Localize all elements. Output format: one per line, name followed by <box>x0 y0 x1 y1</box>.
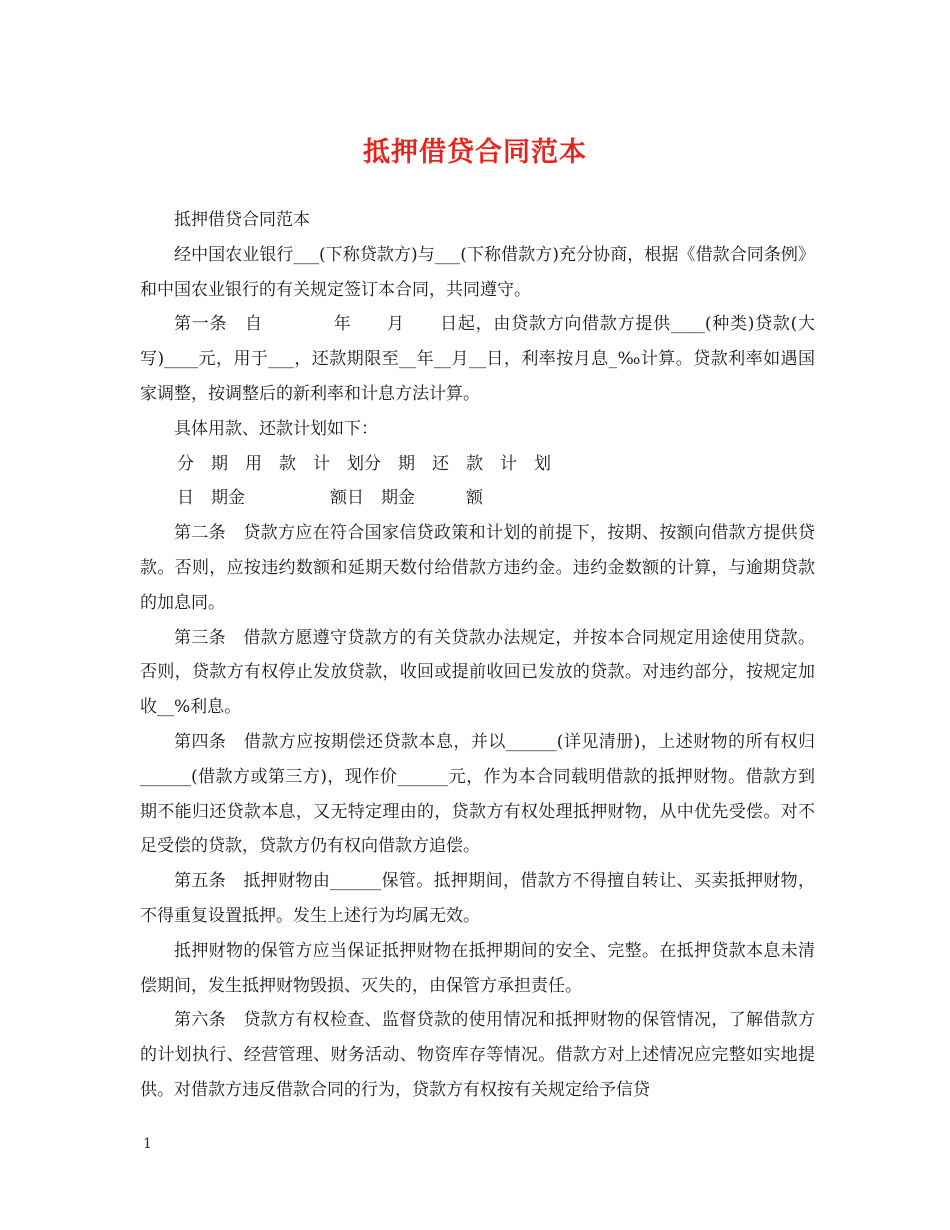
document-title: 抵押借贷合同范本 <box>363 137 587 168</box>
paragraph: 抵押借贷合同范本 <box>174 210 310 230</box>
paragraph: 第四条 借款方应按期偿还贷款本息，并以______(详见清册)，上述财物的所有权归______(借款方或第三方)，现作价______元，作为本合同载明借款的抵押财物。借款方到期不能归还贷款本息，又无特定理由的，贷款方有权处理抵押财物，从中优先受偿。对不足受偿的贷款，贷款方仍有权向借款方追偿。 <box>140 731 815 857</box>
paragraph: 第六条 贷款方有权检查、监督贷款的使用情况和抵押财物的保管情况，了解借款方的计划执行、经营管理、财务活动、物资库存等情况。借款方对上述情况应完整如实地提供。对借款方违反借款合同的行为，贷款方有权按有关规定给予信贷 <box>140 1010 815 1100</box>
plan-table-header-row: 分 期 用 款 计 划分 期 还 款 计 划 <box>177 453 551 474</box>
paragraph: 第二条 贷款方应在符合国家信贷政策和计划的前提下，按期、按额向借款方提供贷款。否则，应按违约数额和延期天数付给借款方违约金。违约金数额的计算，与逾期贷款的加息同。 <box>140 523 815 613</box>
paragraph: 第一条 自 年 月 日起，由贷款方向借款方提供____(种类)贷款(大写)____元，用于___，还款期限至__年__月__日，利率按月息_‰计算。贷款利率如遇国家调整，按调整后的新利率和计息方法计算。 <box>140 314 815 404</box>
document-body <box>140 203 815 1108</box>
paragraph: 第五条 抵押财物由______保管。抵押期间，借款方不得擅自转让、买卖抵押财物，不得重复设置抵押。发生上述行为均属无效。 <box>140 871 815 926</box>
plan-table-subheader-row: 日 期金 额日 期金 额 <box>177 488 483 509</box>
paragraph: 经中国农业银行___(下称贷款方)与___(下称借款方)充分协商，根据《借款合同条例》和中国农业银行的有关规定签订本合同，共同遵守。 <box>140 244 815 300</box>
paragraph: 具体用款、还款计划如下： <box>174 418 378 439</box>
page-number: 1 <box>143 1136 152 1152</box>
paragraph: 第三条 借款方愿遵守贷款方的有关贷款办法规定，并按本合同规定用途使用贷款。否则，贷款方有权停止发放贷款，收回或提前收回已发放的贷款。对违约部分，按规定加收__%利息。 <box>140 627 815 718</box>
paragraph: 抵押财物的保管方应当保证抵押财物在抵押期间的安全、完整。在抵押贷款本息未清偿期间，发生抵押财物毁损、灭失的，由保管方承担责任。 <box>140 940 815 996</box>
